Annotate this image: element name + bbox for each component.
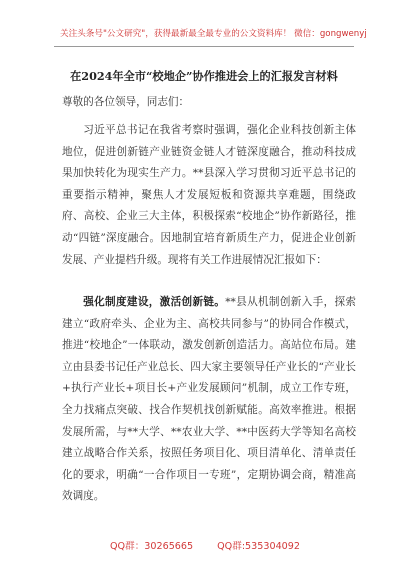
footer-qq-group-1: QQ群：30265665 (110, 541, 194, 552)
salutation: 尊敬的各位领导，同志们： (62, 96, 190, 108)
paragraph-lead-heading: 强化制度建设，激活创新链。 (83, 296, 226, 308)
paragraph-intro (62, 120, 356, 271)
document-title: 在2024年全市“校地企”协作推进会上的汇报发言材料 (70, 69, 338, 83)
header-divider (54, 46, 354, 47)
header-banner: 关注头条号"公文研究"，获得最新最全最专业的公文资料库！ 微信：gongwenyj (60, 29, 367, 39)
paragraph-institution (62, 292, 356, 508)
footer-qq-group-2: QQ群:535304092 (217, 541, 300, 552)
footer (60, 538, 350, 552)
paragraph-intro-text: 习近平总书记在我省考察时强调，强化企业科技创新主体地位，促进创新链产业链资金链人才链深度融合，推动科技成果加快转化为现实生产力。**县深入学习贯彻习近平总书记的重要指示精神，聚焦人才发展短板和资源共享难题，围绕政府、高校、企业三大主体，积极探索“校地企”协作新路径，推动“四链”深度融合。因地制宜培育新质生产力，促进企业创新发展、产业提档升级。现将有关工作进展情况汇报如下： (62, 124, 356, 266)
paragraph-body: **县从机制创新入手，探索建立“政府牵头、企业为主、高校共同参与”的协同合作模式，推进“校地企”一体联动，激发创新创造活力。高站位布局。建立由县委书记任产业总长、四大家主要领导任产业长的“产业长+执行产业长+项目长+产业发展顾问”机制，成立工作专班，全力找痛点突破、找合作契机找创新赋能。高效率推进。根据发展所需，与**大学、**农业大学、**中医药大学等知名高校建立战略合作关系，按照任务项目化、项目清单化、清单责任化的要求，明确“一合作项目一专班”，定期协调会商，精准高效调度。 (62, 296, 357, 503)
paragraph-institution-text (62, 292, 356, 508)
